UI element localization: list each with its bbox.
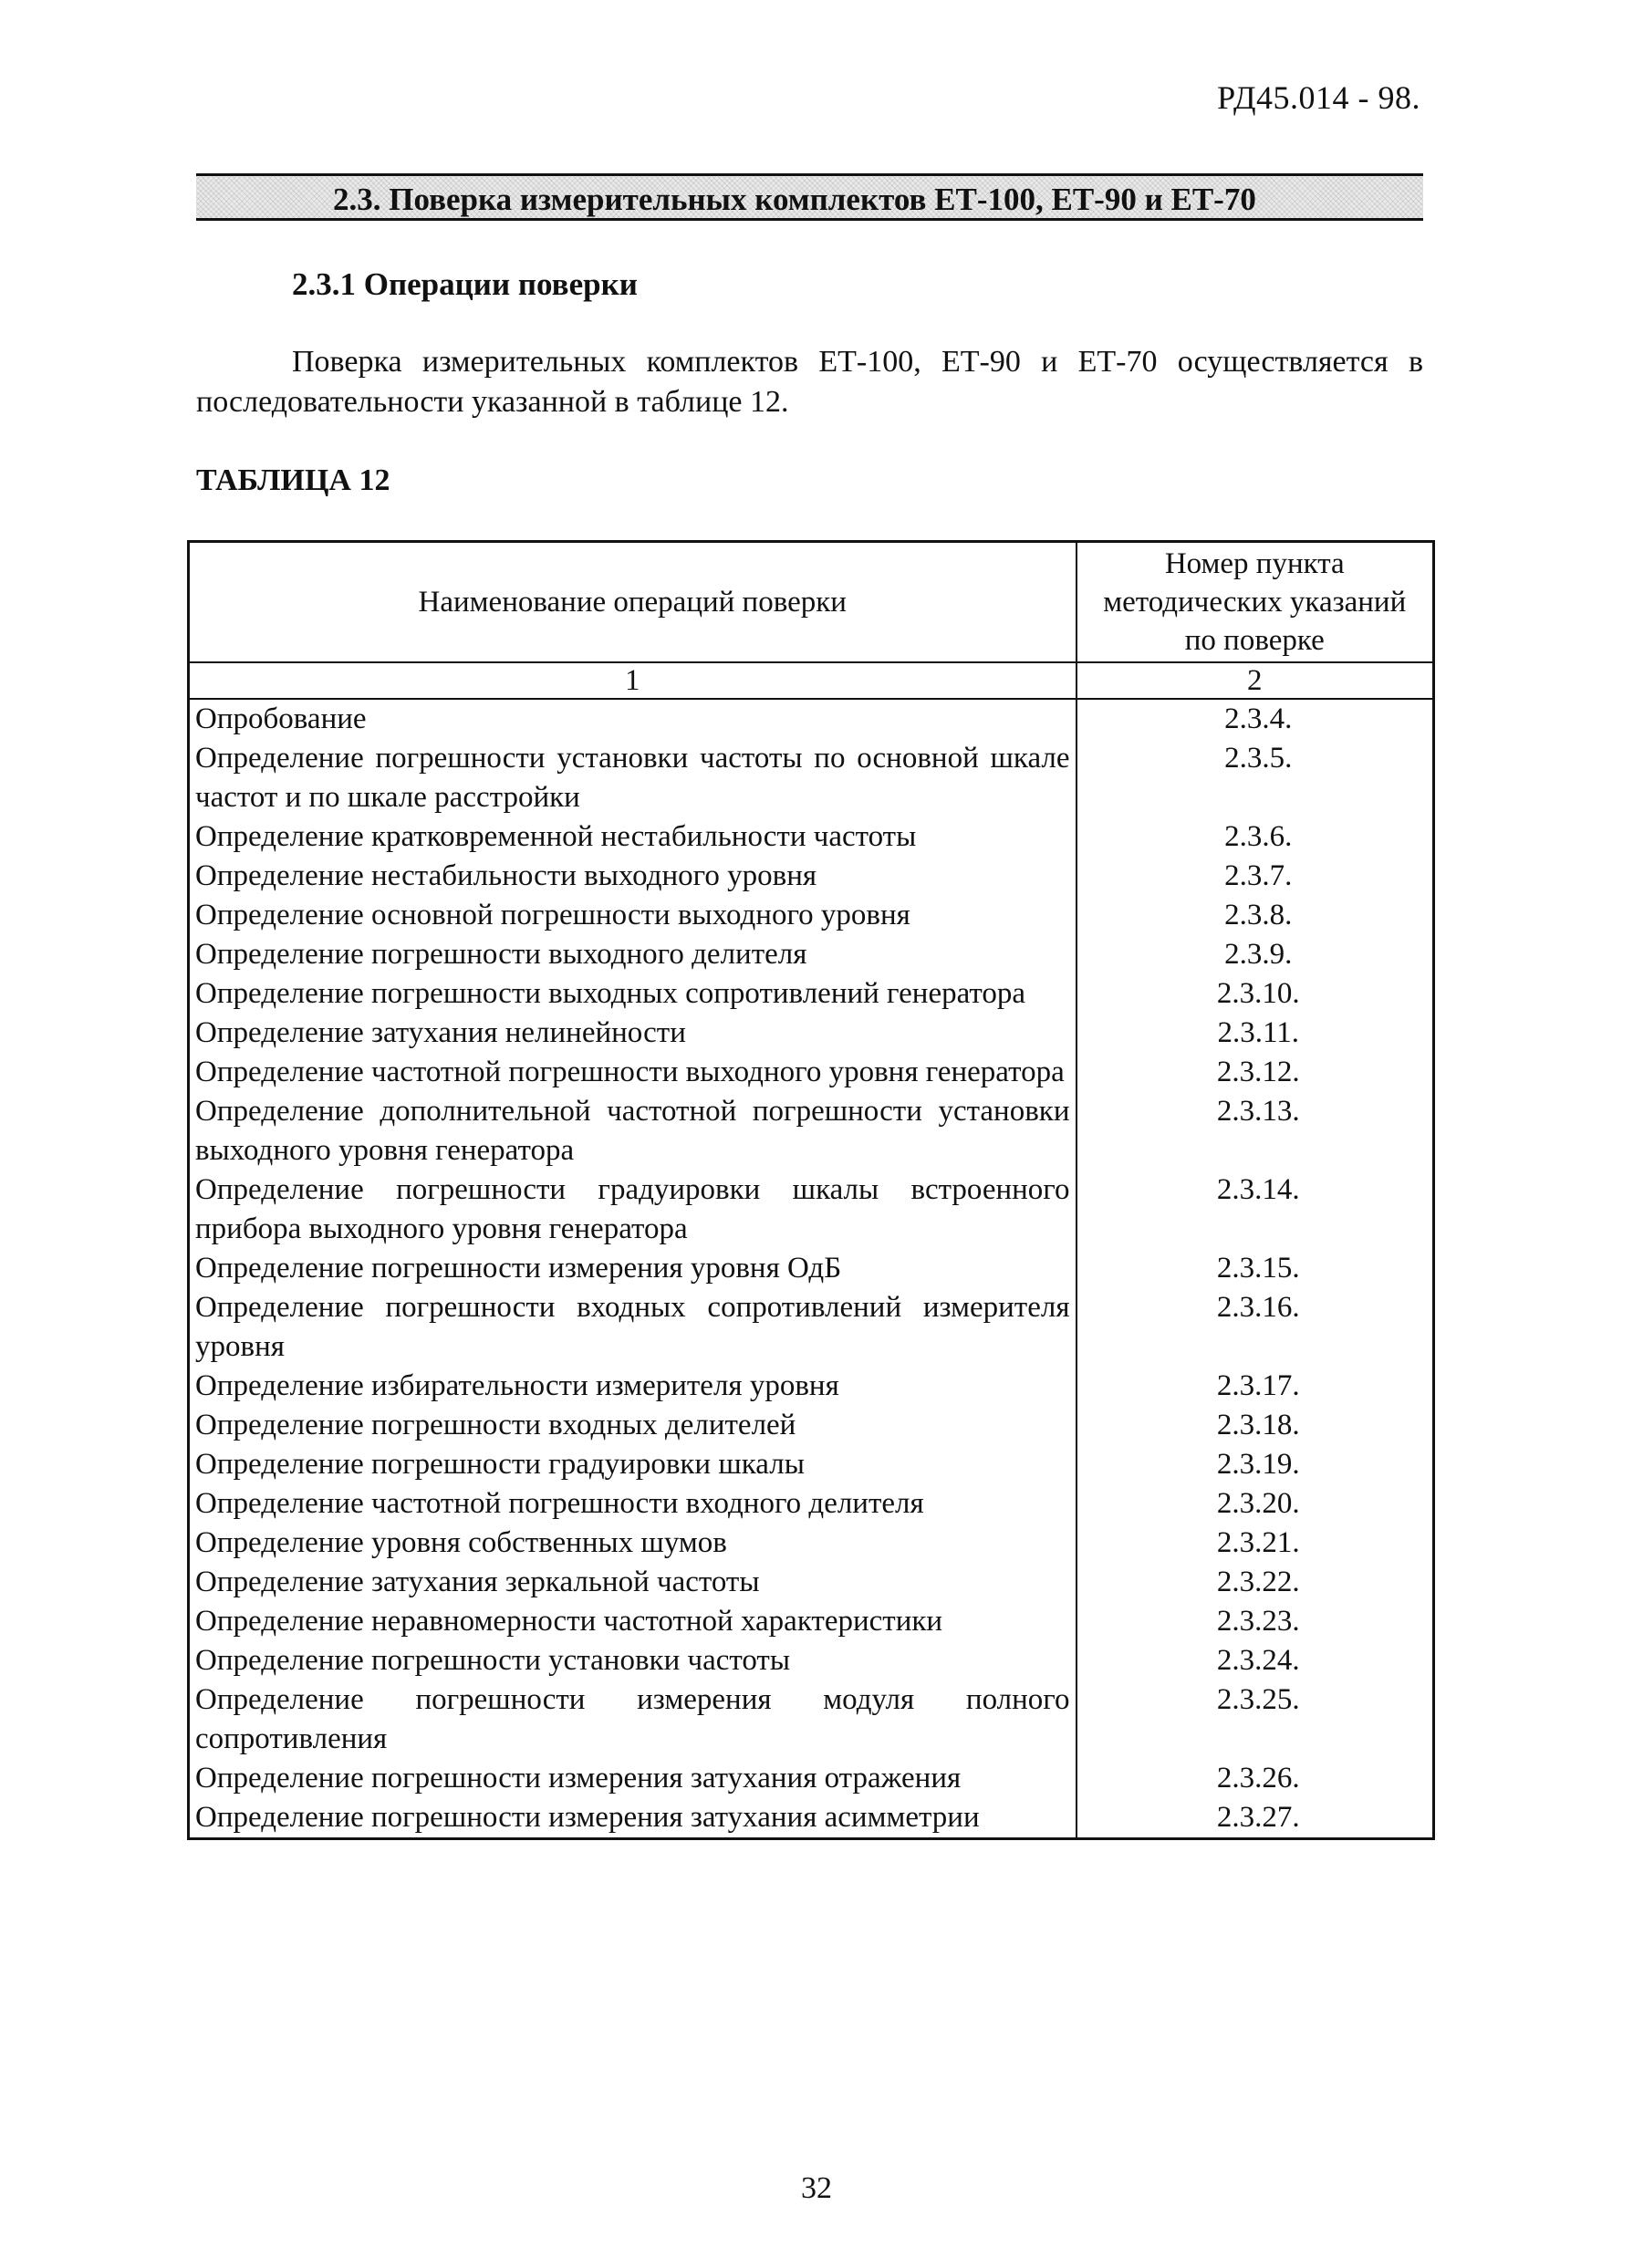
page-number: 32 bbox=[801, 2171, 832, 2205]
operation-name: Определение погрешности установки частоты bbox=[189, 1641, 1077, 1680]
header-method-clause: Номер пункта методических указаний по поверке bbox=[1077, 542, 1434, 663]
operation-name: Определение погрешности градуировки шкалы bbox=[189, 1445, 1077, 1484]
operation-name: Определение частотной погрешности выходного уровня генератора bbox=[189, 1053, 1077, 1092]
table-row bbox=[189, 1092, 1434, 1170]
operation-name: Определение кратковременной нестабильности частоты bbox=[189, 817, 1077, 857]
document-code: РД45.014 - 98. bbox=[1217, 79, 1420, 116]
table-row bbox=[189, 1053, 1434, 1092]
table-row bbox=[189, 817, 1434, 857]
operation-name: Определение погрешности измерения модуля полного сопротивления bbox=[189, 1680, 1077, 1759]
table-row bbox=[189, 1563, 1434, 1602]
verification-operations-table bbox=[187, 540, 1435, 1840]
operation-name: Опробование bbox=[189, 699, 1077, 739]
table-row bbox=[189, 896, 1434, 935]
table-row bbox=[189, 1484, 1434, 1524]
method-clause-number: 2.3.16. bbox=[1077, 1288, 1434, 1367]
subsection-title: 2.3.1 Операции поверки bbox=[292, 266, 638, 302]
operation-name: Определение погрешности измерения затухания отражения bbox=[189, 1759, 1077, 1798]
method-clause-number: 2.3.11. bbox=[1077, 1014, 1434, 1053]
section-heading-banner bbox=[196, 173, 1423, 221]
method-clause-number: 2.3.25. bbox=[1077, 1680, 1434, 1759]
operation-name: Определение погрешности выходного делителя bbox=[189, 935, 1077, 974]
table-row bbox=[189, 1406, 1434, 1445]
method-clause-number: 2.3.9. bbox=[1077, 935, 1434, 974]
operation-name: Определение уровня собственных шумов bbox=[189, 1524, 1077, 1563]
table-row bbox=[189, 1445, 1434, 1484]
method-clause-number: 2.3.15. bbox=[1077, 1249, 1434, 1288]
method-clause-number: 2.3.14. bbox=[1077, 1170, 1434, 1249]
column-number-2: 2 bbox=[1077, 662, 1434, 699]
method-clause-number: 2.3.6. bbox=[1077, 817, 1434, 857]
method-clause-number: 2.3.27. bbox=[1077, 1798, 1434, 1839]
table-row bbox=[189, 1014, 1434, 1053]
method-clause-number: 2.3.8. bbox=[1077, 896, 1434, 935]
table-row bbox=[189, 1288, 1434, 1367]
method-clause-number: 2.3.13. bbox=[1077, 1092, 1434, 1170]
operation-name: Определение частотной погрешности входного делителя bbox=[189, 1484, 1077, 1524]
header-operation-name: Наименование операций поверки bbox=[189, 542, 1077, 663]
method-clause-number: 2.3.7. bbox=[1077, 857, 1434, 896]
table-row bbox=[189, 974, 1434, 1014]
operation-name: Определение дополнительной частотной погрешности установки выходного уровня генератора bbox=[189, 1092, 1077, 1170]
table-row bbox=[189, 699, 1434, 739]
table-caption: ТАБЛИЦА 12 bbox=[196, 463, 390, 497]
table-row bbox=[189, 1524, 1434, 1563]
table-row bbox=[189, 1249, 1434, 1288]
method-clause-number: 2.3.10. bbox=[1077, 974, 1434, 1014]
method-clause-number: 2.3.5. bbox=[1077, 739, 1434, 817]
method-clause-number: 2.3.21. bbox=[1077, 1524, 1434, 1563]
table-row bbox=[189, 857, 1434, 896]
operation-name: Определение погрешности градуировки шкалы встроенного прибора выходного уровня генератора bbox=[189, 1170, 1077, 1249]
method-clause-number: 2.3.12. bbox=[1077, 1053, 1434, 1092]
section-title: 2.3. Поверка измерительных комплектов ЕТ-100, ЕТ-90 и ЕТ-70 bbox=[333, 182, 1256, 217]
table-row bbox=[189, 1367, 1434, 1406]
operation-name: Определение погрешности установки частоты по основной шкале частот и по шкале расстройки bbox=[189, 739, 1077, 817]
method-clause-number: 2.3.18. bbox=[1077, 1406, 1434, 1445]
operation-name: Определение погрешности выходных сопротивлений генератора bbox=[189, 974, 1077, 1014]
table-row bbox=[189, 739, 1434, 817]
table-row bbox=[189, 1170, 1434, 1249]
column-number-1: 1 bbox=[189, 662, 1077, 699]
operation-name: Определение основной погрешности выходного уровня bbox=[189, 896, 1077, 935]
operation-name: Определение избирательности измерителя уровня bbox=[189, 1367, 1077, 1406]
operation-name: Определение погрешности измерения уровня ОдБ bbox=[189, 1249, 1077, 1288]
method-clause-number: 2.3.17. bbox=[1077, 1367, 1434, 1406]
table-row bbox=[189, 1680, 1434, 1759]
method-clause-number: 2.3.20. bbox=[1077, 1484, 1434, 1524]
table-row bbox=[189, 1641, 1434, 1680]
table-row bbox=[189, 1798, 1434, 1839]
operation-name: Определение погрешности входных делителей bbox=[189, 1406, 1077, 1445]
method-clause-number: 2.3.24. bbox=[1077, 1641, 1434, 1680]
operation-name: Определение погрешности входных сопротивлений измерителя уровня bbox=[189, 1288, 1077, 1367]
operation-name: Определение затухания нелинейности bbox=[189, 1014, 1077, 1053]
method-clause-number: 2.3.23. bbox=[1077, 1602, 1434, 1641]
operation-name: Определение затухания зеркальной частоты bbox=[189, 1563, 1077, 1602]
table-header-row bbox=[189, 542, 1434, 663]
intro-paragraph: Поверка измерительных комплектов ЕТ-100, ЕТ-90 и ЕТ-70 осуществляется в последовательности указанной в таблице 12. bbox=[196, 345, 1423, 419]
operation-name: Определение нестабильности выходного уровня bbox=[189, 857, 1077, 896]
table-row bbox=[189, 1602, 1434, 1641]
operation-name: Определение неравномерности частотной характеристики bbox=[189, 1602, 1077, 1641]
column-number-row bbox=[189, 662, 1434, 699]
table-row bbox=[189, 935, 1434, 974]
table-body bbox=[189, 699, 1434, 1839]
method-clause-number: 2.3.4. bbox=[1077, 699, 1434, 739]
method-clause-number: 2.3.19. bbox=[1077, 1445, 1434, 1484]
method-clause-number: 2.3.22. bbox=[1077, 1563, 1434, 1602]
method-clause-number: 2.3.26. bbox=[1077, 1759, 1434, 1798]
table-row bbox=[189, 1759, 1434, 1798]
operation-name: Определение погрешности измерения затухания асимметрии bbox=[189, 1798, 1077, 1839]
